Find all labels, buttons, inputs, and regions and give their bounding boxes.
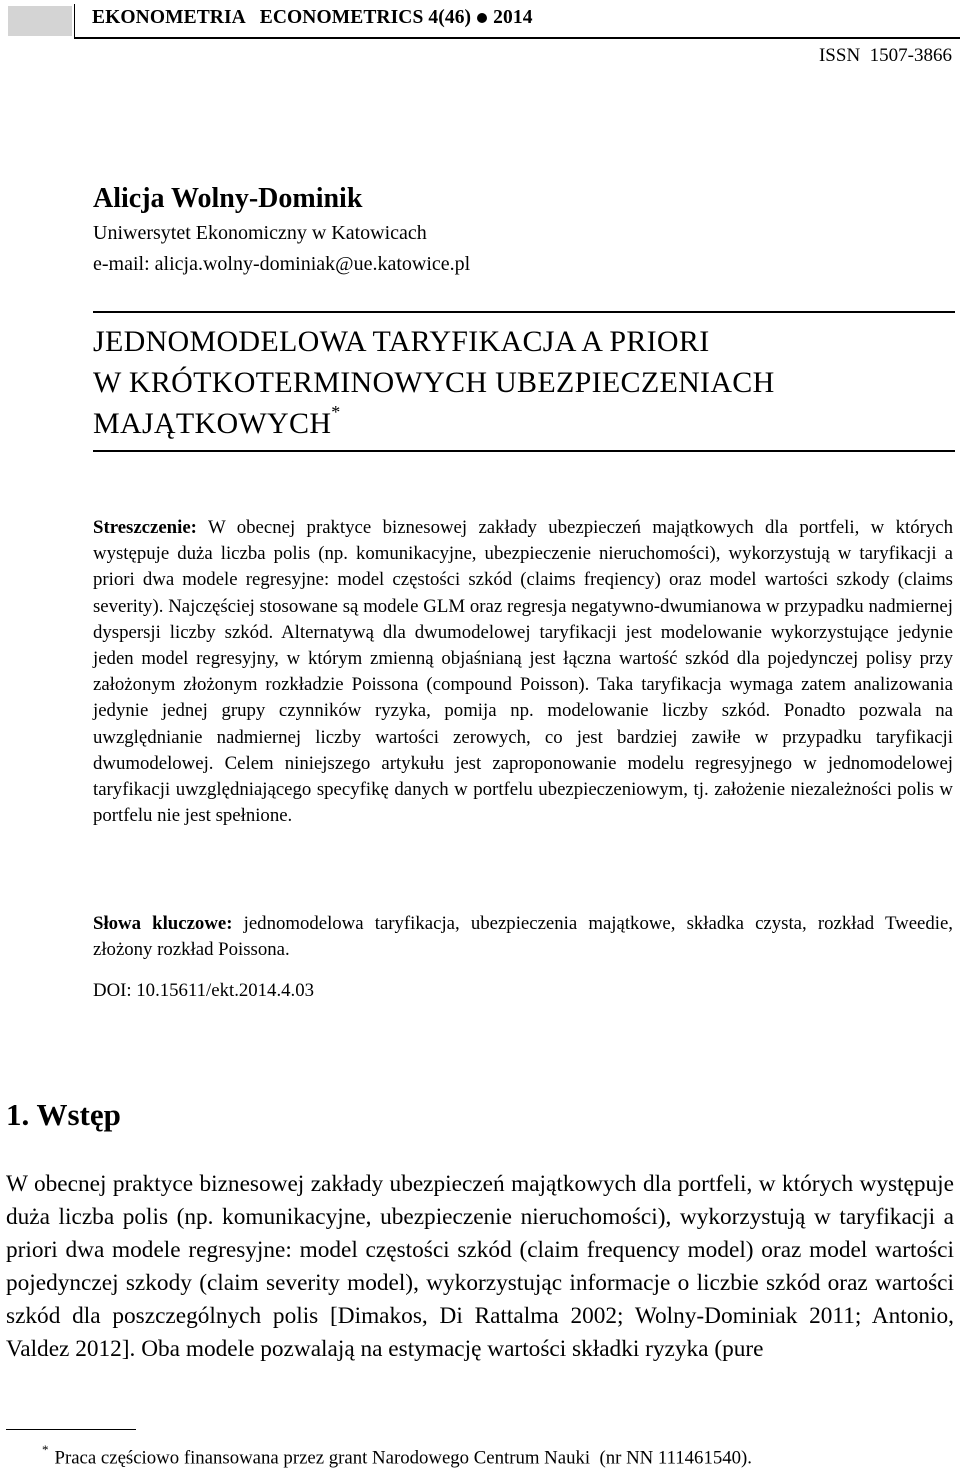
abstract-text: W obecnej praktyce biznesowej zakłady ubezpieczeń majątkowych dla portfeli, w których występuje duża liczba polis (np. komunikacyjne, ubezpieczenie nieruchomości), wykorzystują w taryfikacji a priori dwa modele regresyjne: model częstości szkód (claims freqiency) oraz model wartości szkody (claims severity). Najczęściej stosowane są modele GLM oraz regresja negatywno-dwumianowa w przypadku nadmiernej dyspersji liczby szkód. Alternatywą dla dwumodelowej taryfikacji jest modelowanie wykorzystujące jedynie jeden model regresyjny, w którym zmienną objaśnianą jest łączna wartość szkód dla pojedynczej polisy przy założonym złożonym rozkładzie Poissona (compound Poisson). Taka taryfikacja wymaga zatem analizowania jedynie jednej grupy czynników ryzyka, pomija np. modelowanie liczby szkód. Ponadto pozwala na uwzględnianie nadmiernej liczby wartości zerowych, co jest bardziej zawiłe w przypadku taryfikacji dwumodelowej. Celem niniejszego artykułu jest zaproponowanie modelu regresyjnego w jednomodelowej taryfikacji uwzględniającego specyfikę danych w portfelu ubezpieczeniowym, tj. założenie niezależności polis w portfelu nie jest spełnione. — [93, 517, 953, 827]
title-rule-top — [93, 311, 955, 313]
paper-title-line-3 — [93, 402, 341, 441]
footnote-marker: * — [42, 1442, 49, 1457]
header-rule — [74, 37, 960, 39]
header-divider — [74, 4, 75, 38]
footnote — [42, 1444, 752, 1469]
bullet-icon — [477, 13, 487, 23]
author-name: Alicja Wolny-Dominik — [93, 183, 363, 214]
doi: DOI: 10.15611/ekt.2014.4.03 — [93, 980, 315, 1001]
section-heading: 1. Wstęp — [6, 1097, 121, 1132]
abstract-label: Streszczenie: — [93, 517, 197, 538]
paper-title-line-3-text: MAJĄTKOWYCH — [93, 407, 332, 440]
keywords-label: Słowa kluczowe: — [93, 913, 233, 934]
journal-title-prefix: EKONOMETRIA ECONOMETRICS 4(46) — [92, 7, 472, 28]
footnote-text: Praca częściowo finansowana przez grant Narodowego Centrum Nauki (nr NN 111461540). — [54, 1447, 752, 1469]
header-gray-block — [8, 6, 72, 36]
journal-year: 2014 — [493, 7, 533, 28]
abstract — [93, 515, 953, 829]
paper-title-line-2: W KRÓTKOTERMINOWYCH UBEZPIECZENIACH — [93, 366, 775, 399]
paper-title-line-1: JEDNOMODELOWA TARYFIKACJA A PRIORI — [93, 325, 710, 358]
keywords-text: jednomodelowa taryfikacja, ubezpieczenia majątkowe, składka czysta, rozkład Tweedie, złożony rozkład Poissona. — [93, 913, 954, 961]
author-affiliation: Uniwersytet Ekonomiczny w Katowicach — [93, 222, 427, 244]
journal-title — [92, 7, 533, 29]
author-email: e-mail: alicja.wolny-dominiak@ue.katowice.pl — [93, 253, 471, 275]
footnote-rule — [6, 1429, 136, 1430]
keywords — [93, 911, 953, 963]
title-rule-bottom — [93, 450, 955, 452]
section-body: W obecnej praktyce biznesowej zakłady ubezpieczeń majątkowych dla portfeli, w których występuje duża liczba polis (np. komunikacyjne, ubezpieczenie nieruchomości), wykorzystują w taryfikacji a priori dwa modele regresyjne: model częstości szkód (claim frequency model) oraz model wartości pojedynczej szkody (claim severity model), wykorzystując informacje o liczbie szkód oraz wartości szkód dla poszczególnych polis [Dimakos, Di Rattalma 2002; Wolny-Dominiak 2011; Antonio, Valdez 2012]. Oba modele pozwalają na estymację wartości składki ryzyka (pure — [6, 1171, 954, 1362]
title-footnote-marker: * — [331, 402, 341, 422]
issn: ISSN 1507-3866 — [818, 45, 952, 66]
